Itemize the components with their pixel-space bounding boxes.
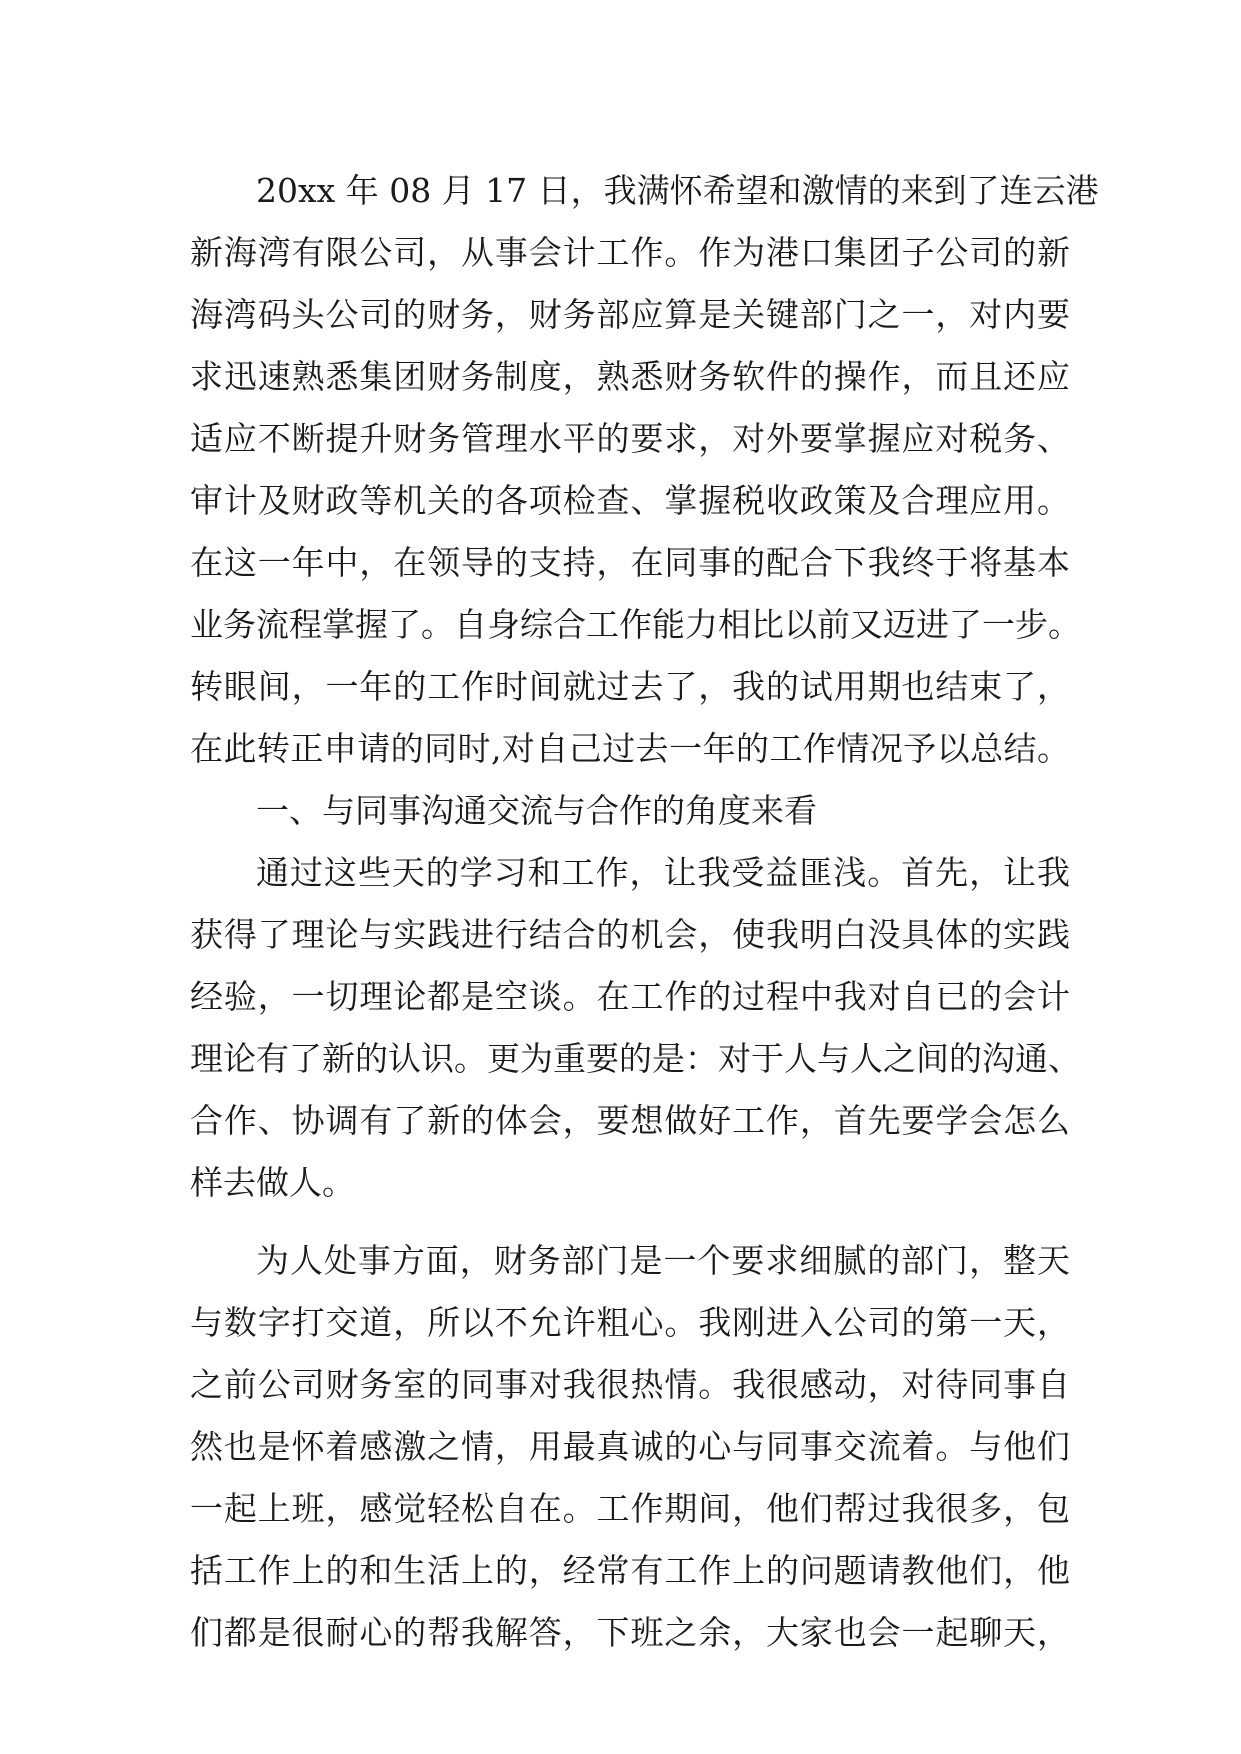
paragraph-spacer xyxy=(190,1214,1070,1230)
text-line: 理论有了新的认识。更为重要的是：对于人与人之间的沟通、 xyxy=(190,1039,1081,1078)
text-line: 适应不断提升财务管理水平的要求，对外要掌握应对税务、 xyxy=(190,419,1070,458)
text-line: 审计及财政等机关的各项检查、掌握税收政策及合理应用。 xyxy=(190,481,1070,520)
text-line: 20xx 年 08 月 17 日，我满怀希望和激情的来到了连云港 xyxy=(256,171,1099,210)
text-line: 合作、协调有了新的体会，要想做好工作，首先要学会怎么 xyxy=(190,1101,1070,1140)
text-line: 之前公司财务室的同事对我很热情。我很感动，对待同事自 xyxy=(190,1365,1070,1404)
text-line: 在此转正申请的同时,对自己过去一年的工作情况予以总结。 xyxy=(190,729,1070,768)
text-line: 获得了理论与实践进行结合的机会，使我明白没具体的实践 xyxy=(190,915,1070,954)
paragraph-conduct xyxy=(190,1230,1070,1664)
text-line: 与数字打交道，所以不允许粗心。我刚进入公司的第一天， xyxy=(190,1303,1070,1342)
paragraph-study xyxy=(190,842,1081,1214)
text-line: 然也是怀着感激之情，用最真诚的心与同事交流着。与他们 xyxy=(190,1427,1070,1466)
text-line: 海湾码头公司的财务，财务部应算是关键部门之一，对内要 xyxy=(190,295,1070,334)
text-line: 在这一年中，在领导的支持，在同事的配合下我终于将基本 xyxy=(190,543,1070,582)
text-line: 通过这些天的学习和工作，让我受益匪浅。首先，让我 xyxy=(256,853,1070,892)
text-line: 求迅速熟悉集团财务制度，熟悉财务软件的操作，而且还应 xyxy=(190,357,1070,396)
text-line: 一起上班，感觉轻松自在。工作期间，他们帮过我很多，包 xyxy=(190,1489,1070,1528)
text-line: 样去做人。 xyxy=(190,1163,355,1202)
document-body xyxy=(190,160,1099,1664)
text-line: 转眼间，一年的工作时间就过去了，我的试用期也结束了， xyxy=(190,667,1070,706)
text-line: 经验，一切理论都是空谈。在工作的过程中我对自已的会计 xyxy=(190,977,1070,1016)
text-line: 们都是很耐心的帮我解答，下班之余，大家也会一起聊天， xyxy=(190,1613,1070,1652)
text-line: 为人处事方面，财务部门是一个要求细腻的部门，整天 xyxy=(256,1241,1070,1280)
text-line: 业务流程掌握了。自身综合工作能力相比以前又迈进了一步。 xyxy=(190,605,1081,644)
text-line: 新海湾有限公司，从事会计工作。作为港口集团子公司的新 xyxy=(190,233,1070,272)
section-heading xyxy=(190,780,1070,842)
paragraph-intro xyxy=(190,160,1099,780)
text-line: 括工作上的和生活上的，经常有工作上的问题请教他们，他 xyxy=(190,1551,1070,1590)
section-heading-text: 一、与同事沟通交流与合作的角度来看 xyxy=(256,791,817,830)
